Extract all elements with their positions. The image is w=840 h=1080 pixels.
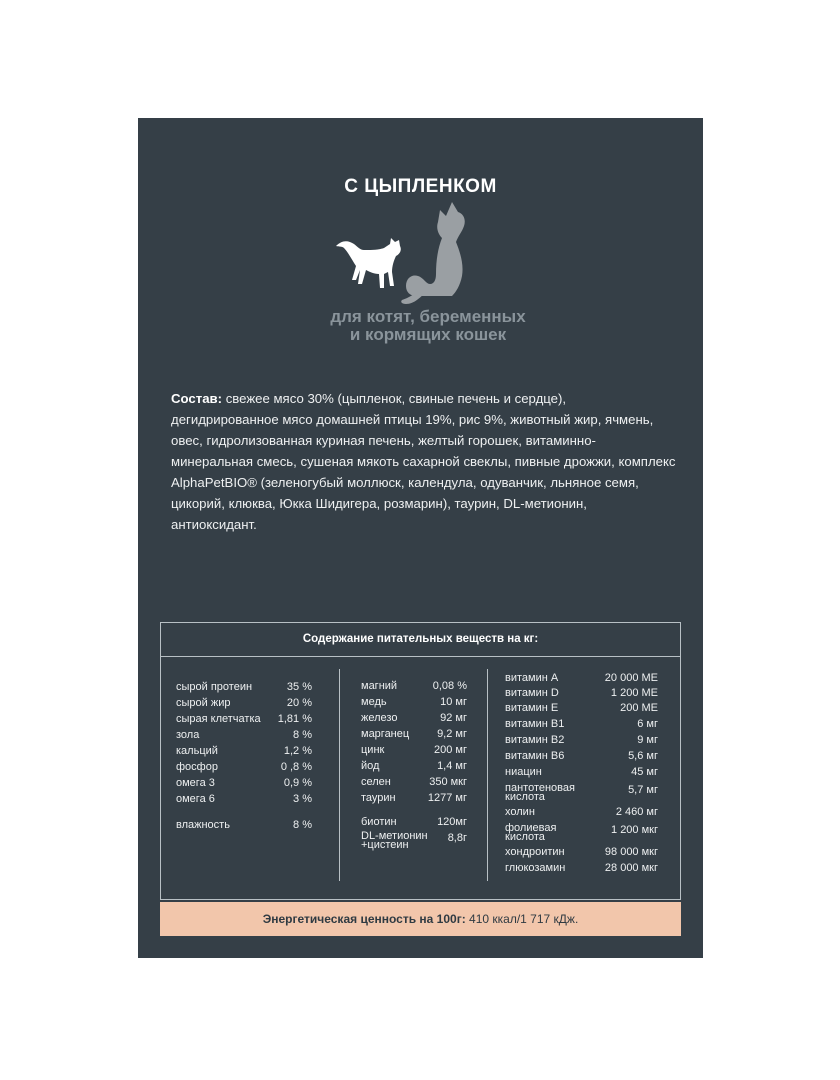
nutrient-row (176, 820, 312, 832)
nutrient-name: хондроитин (505, 846, 565, 858)
nutrient-row (361, 761, 467, 773)
nutrient-name: влажность (176, 819, 230, 831)
product-title: С ЦЫПЛЕНКОМ (344, 176, 497, 197)
energy-value-band (160, 902, 681, 936)
energy-value: 410 ккал/1 717 кДж. (469, 912, 579, 926)
nutrient-row (505, 673, 658, 685)
nutrient-value: 3 % (293, 793, 312, 805)
nutrient-value: 0,9 % (283, 777, 312, 789)
nutrient-row (176, 730, 312, 742)
nutrient-value: 200 МЕ (620, 702, 658, 714)
nutrient-name: фосфор (176, 761, 218, 773)
nutrient-row (505, 751, 658, 763)
nutrient-name: биотин (361, 816, 397, 828)
nutrient-row (505, 823, 658, 845)
nutrient-row (505, 767, 658, 779)
nutrient-row (505, 735, 658, 747)
product-label-panel (138, 118, 703, 958)
nutrient-value: 5,7 мг (628, 784, 658, 796)
nutrient-row (361, 745, 467, 757)
nutrient-row (505, 863, 658, 875)
nutrient-row (361, 777, 467, 789)
composition-text (171, 388, 676, 535)
nutrient-value: 28 000 мкг (604, 862, 658, 874)
kitten-icon (336, 238, 401, 288)
nutrient-row (176, 682, 312, 694)
nutrient-row (505, 688, 658, 700)
nutrient-row (361, 697, 467, 709)
subtitle-line-1: для котят, беременных (330, 307, 526, 326)
nutrient-value: 1,81 % (277, 713, 312, 725)
nutrient-name: омега 6 (176, 793, 215, 805)
nutrients-divider (161, 656, 680, 657)
energy-label: Энергетическая ценность на 100г: (262, 912, 466, 926)
nutrient-name: селен (361, 776, 391, 788)
nutrient-value: 6 мг (637, 718, 658, 730)
nutrient-value: 98 000 мкг (604, 846, 658, 858)
nutrient-name: ниацин (505, 766, 542, 778)
nutrient-value: 35 % (286, 681, 312, 693)
nutrient-row (176, 794, 312, 806)
cat-icon (401, 202, 465, 304)
nutrient-name: DL-метионин (361, 830, 428, 842)
nutrient-name: сырой протеин (176, 681, 253, 693)
nutrient-row (176, 714, 312, 726)
nutrient-name: омега 3 (176, 777, 215, 789)
nutrient-value: 200 мг (434, 744, 467, 756)
nutrient-name: сырая клетчатка (176, 713, 261, 725)
nutrient-name: таурин (361, 792, 396, 804)
nutrient-name: пантотеновая (505, 782, 575, 794)
nutrient-name-continued: кислота (505, 791, 545, 803)
nutrient-value: 0 ,8 % (280, 761, 312, 773)
nutrient-name: витамин В2 (505, 734, 565, 746)
nutrient-value: 8,8г (447, 832, 467, 844)
nutrient-name: магний (361, 680, 398, 692)
nutrient-value: 20 % (286, 697, 312, 709)
nutrient-row (361, 681, 467, 693)
column-divider (487, 669, 488, 881)
nutrient-name: глюкозамин (505, 862, 566, 874)
nutrient-value: 45 мг (631, 766, 658, 778)
nutrient-value: 350 мкг (429, 776, 467, 788)
nutrient-row (505, 783, 658, 805)
nutrient-name: витамин Е (505, 702, 559, 714)
nutrient-value: 1 200 мкг (611, 824, 658, 836)
nutrient-value: 10 мг (440, 696, 467, 708)
nutrient-value: 1,4 мг (437, 760, 467, 772)
nutrient-name: зола (176, 729, 200, 741)
nutrient-value: 0,08 % (432, 680, 467, 692)
nutrient-row (176, 746, 312, 758)
nutrient-value: 8 % (293, 729, 312, 741)
nutrient-value: 1277 мг (427, 792, 467, 804)
nutrient-value: 120мг (437, 816, 467, 828)
nutrient-value: 20 000 МЕ (604, 672, 658, 684)
column-divider (339, 669, 340, 881)
subtitle-line-2: и кормящих кошек (349, 325, 507, 344)
nutrients-table (160, 622, 681, 900)
nutrient-name: медь (361, 696, 387, 708)
composition-body: свежее мясо 30% (цыпленок, свиные печень и сердце), дегидрированное мясо домашней птицы 19%, рис 9%, животный жир, ячмень, овес, гидролизованная куриная печень, желтый горошек, витаминно-минеральная смесь, сушеная мякоть сахарной свеклы, пивные дрожжи, комплекс AlphaPetBIO® (зеленогубый моллюск, календула, одуванчик, льняное семя, цикорий, клюква, Юкка Шидигера, розмарин), таурин, DL-метионин, антиоксидант. (171, 391, 676, 532)
nutrient-name: холин (505, 806, 535, 818)
nutrient-row (176, 762, 312, 774)
nutrient-value: 8 % (293, 819, 312, 831)
nutrient-name: витамин В6 (505, 750, 565, 762)
nutrients-title: Содержание питательных веществ на кг: (302, 633, 539, 645)
nutrient-row (176, 698, 312, 710)
nutrient-row (505, 719, 658, 731)
nutrient-value: 9,2 мг (437, 728, 467, 740)
cats-illustration (334, 200, 474, 310)
nutrient-row (505, 847, 658, 859)
nutrient-row (361, 729, 467, 741)
nutrient-name: витамин В1 (505, 718, 565, 730)
nutrient-value: 1 200 МЕ (610, 687, 658, 699)
nutrient-name-continued: кислота (505, 831, 545, 843)
nutrient-name: цинк (361, 744, 385, 756)
nutrient-row (361, 793, 467, 805)
composition-label: Состав: (171, 391, 223, 406)
nutrient-name: кальций (176, 745, 218, 757)
nutrient-value: 9 мг (637, 734, 658, 746)
nutrient-value: 1,2 % (283, 745, 312, 757)
nutrient-row (505, 807, 658, 819)
nutrient-name: сырой жир (176, 697, 231, 709)
nutrient-row (361, 831, 467, 853)
nutrient-name-continued: +цистеин (361, 839, 409, 851)
nutrient-name: витамин А (505, 672, 559, 684)
nutrient-name: железо (361, 712, 398, 724)
nutrient-value: 5,6 мг (628, 750, 658, 762)
nutrient-row (361, 817, 467, 829)
nutrient-name: витамин D (505, 687, 559, 699)
nutrient-name: йод (361, 760, 380, 772)
nutrient-value: 2 460 мг (615, 806, 658, 818)
nutrient-name: фолиевая (505, 822, 557, 834)
nutrient-value: 92 мг (440, 712, 467, 724)
nutrient-name: марганец (361, 728, 410, 740)
nutrient-row (361, 713, 467, 725)
product-subtitle (298, 308, 558, 344)
nutrient-row (176, 778, 312, 790)
nutrient-row (505, 703, 658, 715)
